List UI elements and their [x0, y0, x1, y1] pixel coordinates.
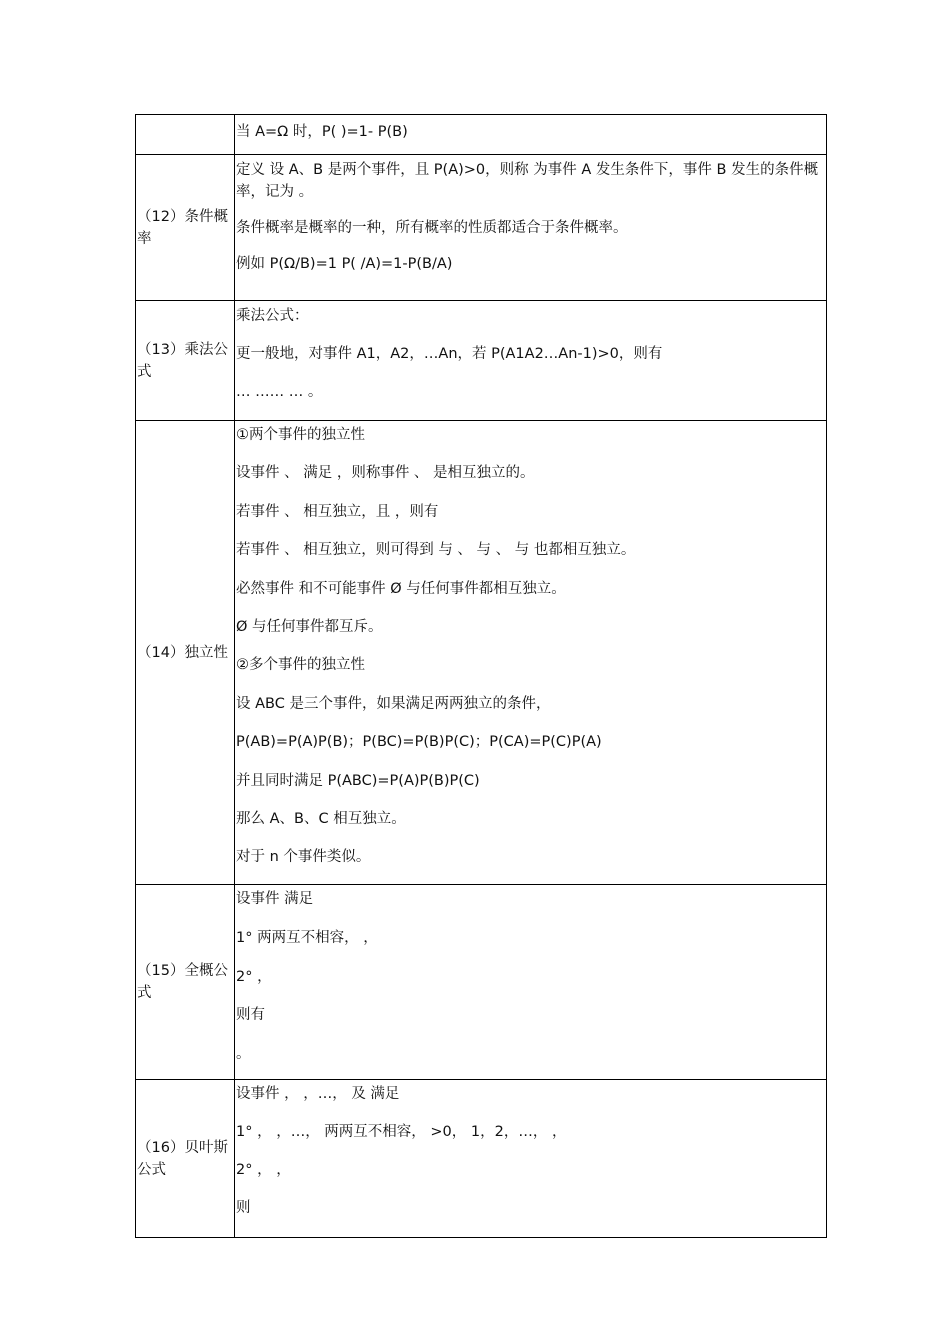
table-row — [136, 421, 827, 885]
row-content — [235, 1080, 827, 1238]
content-line: 若事件 、 相互独立，则可得到 与 、 与 、 与 也都相互独立。 — [236, 542, 636, 559]
content-line: 当 A=Ω 时，P( )=1- P(B) — [236, 124, 408, 140]
row-content — [235, 301, 827, 421]
table-row — [136, 115, 827, 155]
row-label — [136, 115, 235, 155]
content-line: 设 ABC 是三个事件，如果满足两两独立的条件， — [236, 695, 551, 712]
row-label: （13）乘法公式 — [136, 301, 235, 421]
table-row — [136, 301, 827, 421]
content-line: 设事件 ， ，…， 及 满足 — [236, 1086, 400, 1102]
content-line: 乘法公式： — [236, 308, 309, 324]
content-line: 并且同时满足 P(ABC)=P(A)P(B)P(C) — [236, 772, 480, 789]
content-line: 1° 两两互不相容， ， — [236, 929, 378, 946]
content-line: 2° ， — [236, 968, 272, 985]
row-label: （14）独立性 — [136, 421, 235, 885]
content-line: … …… … 。 — [236, 384, 323, 400]
content-line: 则有 — [236, 1007, 265, 1024]
content-line: 更一般地，对事件 A1，A2，…An，若 P(A1A2…An-1)>0，则有 — [236, 346, 663, 362]
row-label: （16）贝叶斯公式 — [136, 1080, 235, 1238]
row-content — [235, 155, 827, 301]
row-content — [235, 885, 827, 1080]
table-row — [136, 1080, 827, 1238]
content-line: 设事件 、 满足 ，则称事件 、 是相互独立的。 — [236, 465, 535, 482]
table-row — [136, 155, 827, 301]
content-line: 必然事件 和不可能事件 Ø 与任何事件都相互独立。 — [236, 580, 566, 597]
content-line: ①两个事件的独立性 — [236, 427, 365, 443]
formula-table — [135, 114, 827, 1238]
row-content — [235, 115, 827, 155]
content-line: 则 — [236, 1200, 251, 1216]
content-line: 条件概率是概率的一种，所有概率的性质都适合于条件概率。 — [236, 220, 628, 236]
content-line: 对于 n 个事件类似。 — [236, 849, 371, 866]
content-line: 若事件 、 相互独立，且 ，则有 — [236, 503, 439, 520]
content-line: 设事件 满足 — [236, 891, 314, 907]
content-line: 。 — [236, 1046, 251, 1063]
content-line: Ø 与任何事件都互斥。 — [236, 618, 383, 635]
content-line: 那么 A、B、C 相互独立。 — [236, 810, 406, 827]
table-row — [136, 885, 827, 1080]
content-line: 1° ， ，…， 两两互不相容， >0， 1，2，…， ， — [236, 1124, 567, 1140]
row-content — [235, 421, 827, 885]
content-line: P(AB)=P(A)P(B)；P(BC)=P(B)P(C)；P(CA)=P(C)P(A) — [236, 734, 602, 751]
row-label: （12）条件概率 — [136, 155, 235, 301]
content-line: 2° ， ， — [236, 1162, 291, 1178]
content-line: 定义 设 A、B 是两个事件，且 P(A)>0，则称 为事件 A 发生条件下，事件 B 发生的条件概率，记为 。 — [236, 162, 819, 200]
content-line: 例如 P(Ω/B)=1 P( /A)=1-P(B/A) — [236, 256, 453, 272]
content-line: ②多个事件的独立性 — [236, 657, 365, 674]
row-label: （15）全概公式 — [136, 885, 235, 1080]
